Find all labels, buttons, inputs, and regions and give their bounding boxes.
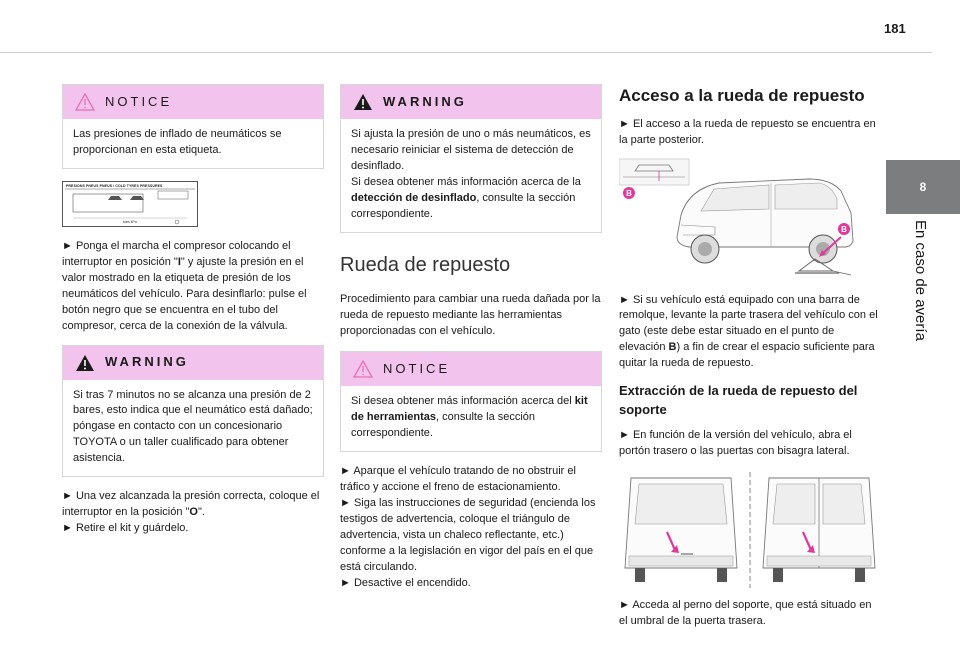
warning-header-1	[63, 346, 323, 380]
marker-b-label: B	[626, 188, 632, 198]
paragraph-bolt: ► Acceda al perno del soporte, que está situado en el umbral de la puerta trasera.	[619, 598, 872, 627]
notice-box-1	[62, 84, 324, 169]
tyre-label-drawing-icon	[63, 182, 197, 226]
warning-box-2	[340, 84, 602, 233]
warning-text-2: Si ajusta la presión de uno o más neumáticos, es necesario reiniciar el sistema de detección de desinflado. Si desea obtener más información acerca de la detección de desinflado, consulte la sección correspondiente.	[351, 128, 591, 220]
tyre-label-footer: bars kPa	[123, 219, 137, 224]
notice-text-1: Las presiones de inflado de neumáticos se proporcionan en esta etiqueta.	[73, 128, 282, 156]
chapter-title: En caso de avería	[912, 220, 929, 341]
warning-title-1: WARNING	[105, 354, 189, 370]
rear-doors-figure	[619, 468, 881, 590]
notice-text-2: Si desea obtener más información acerca del kit de herramientas, consulte la sección correspondiente.	[351, 395, 588, 440]
paragraph-access-rear: ► El acceso a la rueda de repuesto se encuentra en la parte posterior.	[619, 117, 876, 146]
marker-b-label-2: B	[841, 224, 847, 234]
paragraph-compressor: ► Ponga el marcha el compresor colocando el interruptor en posición "I" y ajuste la presión en el valor mostrado en la etiqueta de presión de los neumáticos del vehículo. Para desinflarlo: pulse el botón negro que se encuentra en el tubo del compresor, cerca de la conexión de la válvula.	[62, 239, 307, 332]
warning-triangle-icon	[75, 354, 95, 372]
paragraph-remove-kit: ► Retire el kit y guárdelo.	[62, 522, 189, 535]
tyre-pressure-label-figure	[62, 181, 198, 227]
subheading-remove-spare: Extracción de la rueda de repuesto del soporte	[619, 383, 858, 418]
vehicle-rear-view-icon	[619, 468, 881, 590]
notice-header-2	[341, 352, 601, 386]
chapter-tab[interactable]: 8	[886, 160, 960, 214]
section-heading-spare-wheel: Rueda de repuesto	[340, 253, 511, 276]
column-3	[619, 84, 881, 636]
warning-title-2: WARNING	[383, 93, 467, 109]
paragraph-park: ► Aparque el vehículo tratando de no obstruir el tráfico y accione el freno de estacionamiento.	[340, 465, 576, 494]
page-number: 181	[884, 21, 906, 36]
notice-box-2	[340, 351, 602, 452]
warning-triangle-outline-icon	[353, 360, 373, 378]
column-2	[340, 84, 602, 598]
vehicle-jack-figure	[619, 155, 881, 285]
paragraph-open-tailgate: ► En función de la versión del vehículo, abra el portón trasero o las puertas con bisagra lateral.	[619, 428, 852, 457]
section-heading-access: Acceso a la rueda de repuesto	[619, 86, 865, 105]
header-rule	[0, 52, 932, 53]
tyre-label-header: PRESIONS PNEUS PNEUS / COLD TYRES PRESSURES	[66, 183, 163, 188]
notice-title-2: NOTICE	[383, 361, 451, 377]
warning-triangle-icon	[353, 93, 373, 111]
warning-triangle-outline-icon	[75, 93, 95, 111]
paragraph-ignition: ► Desactive el encendido.	[340, 576, 471, 589]
warning-text-1: Si tras 7 minutos no se alcanza una presión de 2 bares, esto indica que el neumático está dañado; póngase en contacto con un concesionario TOYOTA o un taller cualificado para obtener asistencia.	[73, 388, 313, 465]
notice-title-1: NOTICE	[105, 93, 173, 109]
paragraph-towbar: ► Si su vehículo está equipado con una barra de remolque, levante la parte trasera del vehículo con el gato (este debe estar situado en el punto de elevación B) a fin de crear el espacio suficiente para quitar la rueda de repuesto.	[619, 293, 878, 370]
chapter-title-vertical	[886, 214, 960, 414]
paragraph-safety: ► Siga las instrucciones de seguridad (encienda los testigos de advertencia, coloque el triángulo de advertencia, vista un chaleco reflectante, etc.) conforme a la legislación en vigor del país en el que está circulando.	[340, 497, 596, 573]
notice-header-1	[63, 85, 323, 119]
warning-header-2	[341, 85, 601, 119]
paragraph-spare-intro: Procedimiento para cambiar una rueda dañada por la rueda de repuesto mediante las herramientas proporcionadas con el vehículo.	[340, 292, 601, 337]
paragraph-correct-pressure: ► Una vez alcanzada la presión correcta, coloque el interruptor en la posición "O".	[62, 490, 320, 519]
vehicle-side-view-icon	[619, 155, 881, 285]
column-1	[62, 84, 324, 543]
warning-box-1	[62, 345, 324, 478]
